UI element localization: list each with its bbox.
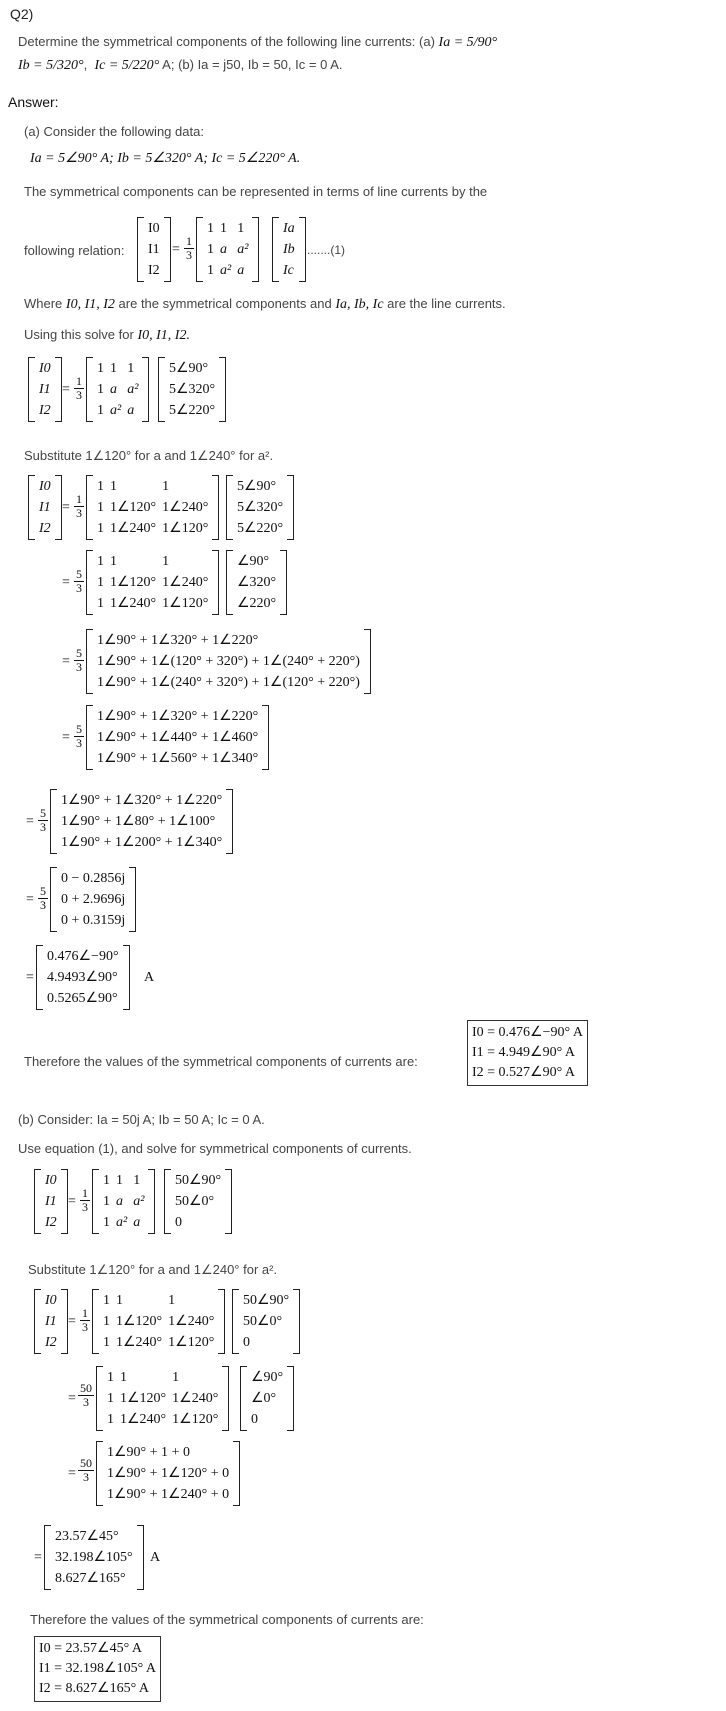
result-i0: I0 = 0.476∠−90° A: [472, 1025, 583, 1040]
equals-sign: =: [68, 1466, 76, 1481]
fraction-one-third: 1 3: [76, 492, 82, 520]
question-text: Determine the symmetrical components of the following line currents: (a): [18, 34, 435, 49]
fraction-one-third: 1 3: [186, 234, 192, 262]
equals-sign: =: [62, 730, 70, 745]
step-a1-i-vector: I0 I1 I2: [28, 476, 62, 539]
step-a2-a-matrix: 1 1 1 1 1∠120° 1∠240° 1 1∠240° 1∠120°: [86, 551, 219, 614]
result-i2: I2 = 0.527∠90° A: [472, 1065, 576, 1080]
fraction-five-third: 5 3: [40, 884, 46, 912]
step-b2-angle-vector: ∠90° ∠0° 0: [240, 1367, 294, 1430]
result-i1: I1 = 4.949∠90° A: [472, 1045, 576, 1060]
part-b-result-box: [34, 1636, 161, 1702]
unit-label: A: [150, 1550, 161, 1565]
fraction-five-third: 5 3: [76, 722, 82, 750]
equals-sign: =: [26, 970, 34, 985]
step-a6-matrix: 0 − 0.2856j 0 + 2.9696j 0 + 0.3159j: [50, 868, 136, 931]
part-b-therefore: Therefore the values of the symmetrical components of currents are:: [30, 1612, 424, 1627]
equals-sign: =: [62, 654, 70, 669]
equals-sign: =: [172, 242, 180, 257]
relation-ref: .......(1): [307, 243, 346, 257]
fraction-fifty-third: 50 3: [80, 1456, 92, 1484]
fraction-five-third: 5 3: [40, 806, 46, 834]
equals-sign: =: [34, 1550, 42, 1565]
result-i1: I1 = 32.198∠105° A: [39, 1661, 157, 1676]
relation-label: following relation:: [24, 243, 125, 258]
fraction-one-third: 1 3: [82, 1306, 88, 1334]
part-a-result-box: [467, 1020, 588, 1086]
equals-sign: =: [62, 382, 70, 397]
step-a5-matrix: 1∠90° + 1∠320° + 1∠220° 1∠90° + 1∠80° + 1∠100° 1∠90° + 1∠200° + 1∠340°: [50, 790, 233, 853]
fraction-one-third: 1 3: [82, 1186, 88, 1214]
question-ib: Ib = 5/320°: [18, 58, 84, 73]
step-b3-matrix: 1∠90° + 1 + 0 1∠90° + 1∠120° + 0 1∠90° + 1∠240° + 0: [96, 1442, 240, 1505]
equals-sign: =: [68, 1391, 76, 1406]
part-b-intro: (b) Consider: Ia = 50j A; Ib = 50 A; Ic = 0 A.: [18, 1112, 265, 1127]
step-b0-given-vector: 50∠90° 50∠0° 0: [164, 1170, 232, 1233]
part-a-substitute: Substitute 1∠120° for a and 1∠240° for a².: [24, 448, 274, 463]
equals-sign: =: [68, 1194, 76, 1209]
part-a-intro: (a) Consider the following data:: [24, 124, 204, 139]
relation-a-matrix: 1 1 1 1 a a² 1 a² a: [196, 218, 259, 281]
question-ia: Ia = 5/90°: [438, 35, 498, 50]
step-a1-given-vector: 5∠90° 5∠320° 5∠220°: [226, 476, 294, 539]
equals-sign: =: [68, 1314, 76, 1329]
step-a3-matrix: 1∠90° + 1∠320° + 1∠220° 1∠90° + 1∠(120° + 320°) + 1∠(240° + 220°) 1∠90° + 1∠(240° + 320°) + 1∠(120° + 220°): [86, 630, 371, 693]
step-a7-matrix: 0.476∠−90° 4.9493∠90° 0.5265∠90°: [36, 946, 130, 1009]
step-b1-given-vector: 50∠90° 50∠0° 0: [232, 1290, 300, 1353]
relation-abc-vector: Ia Ib Ic: [272, 218, 306, 281]
relation-i-vector: I0 I1 I2: [137, 218, 171, 281]
question-label: Q2): [10, 6, 34, 22]
relation-text: The symmetrical components can be represented in terms of line currents by the: [24, 184, 488, 199]
part-a-therefore: Therefore the values of the symmetrical components of currents are:: [24, 1054, 418, 1069]
where-line: Where I0, I1, I2 are the symmetrical components and Ia, Ib, Ic are the line currents.: [24, 296, 506, 312]
question-line-2: Ib = 5/320°, Ic = 5/220° A; (b) Ia = j50, Ib = 50, Ic = 0 A.: [18, 57, 343, 73]
step-a0-a-matrix: 1 1 1 1 a a² 1 a² a: [86, 358, 149, 421]
answer-label: Answer:: [8, 94, 59, 110]
step-b0-i-vector: I0 I1 I2: [34, 1170, 68, 1233]
question-line-1: [18, 34, 497, 51]
step-a0-given-vector: 5∠90° 5∠320° 5∠220°: [158, 358, 226, 421]
step-b1-i-vector: I0 I1 I2: [34, 1290, 68, 1353]
step-a4-matrix: 1∠90° + 1∠320° + 1∠220° 1∠90° + 1∠440° + 1∠460° 1∠90° + 1∠560° + 1∠340°: [86, 706, 269, 769]
step-b2-a-matrix: 1 1 1 1 1∠120° 1∠240° 1 1∠240° 1∠120°: [96, 1367, 229, 1430]
fraction-one-third: 1 3: [76, 374, 82, 402]
fraction-five-third: 5 3: [76, 567, 82, 595]
question-ic: Ic = 5/220°: [94, 58, 160, 73]
part-a-data-line: Ia = 5∠90° A; Ib = 5∠320° A; Ic = 5∠220° A.: [30, 151, 301, 166]
equals-sign: =: [26, 892, 34, 907]
result-i0: I0 = 23.57∠45° A: [39, 1641, 143, 1656]
step-b1-a-matrix: 1 1 1 1 1∠120° 1∠240° 1 1∠240° 1∠120°: [92, 1290, 225, 1353]
step-b4-matrix: 23.57∠45° 32.198∠105° 8.627∠165°: [44, 1526, 144, 1589]
fraction-fifty-third: 50 3: [80, 1381, 92, 1409]
equals-sign: =: [62, 575, 70, 590]
step-a2-angle-vector: ∠90° ∠320° ∠220°: [226, 551, 287, 614]
question-suffix: A; (b) Ia = j50, Ib = 50, Ic = 0 A.: [162, 57, 343, 72]
part-b-use-eq: Use equation (1), and solve for symmetrical components of currents.: [18, 1141, 412, 1156]
equals-sign: =: [62, 500, 70, 515]
result-i2: I2 = 8.627∠165° A: [39, 1681, 150, 1696]
using-line: Using this solve for I0, I1, I2.: [24, 327, 190, 343]
part-b-substitute: Substitute 1∠120° for a and 1∠240° for a².: [28, 1262, 278, 1277]
step-b0-a-matrix: 1 1 1 1 a a² 1 a² a: [92, 1170, 155, 1233]
step-a0-i-vector: I0 I1 I2: [28, 358, 62, 421]
unit-label: A: [144, 970, 155, 985]
step-a1-a-matrix: 1 1 1 1 1∠120° 1∠240° 1 1∠240° 1∠120°: [86, 476, 219, 539]
equals-sign: =: [26, 814, 34, 829]
fraction-five-third: 5 3: [76, 646, 82, 674]
